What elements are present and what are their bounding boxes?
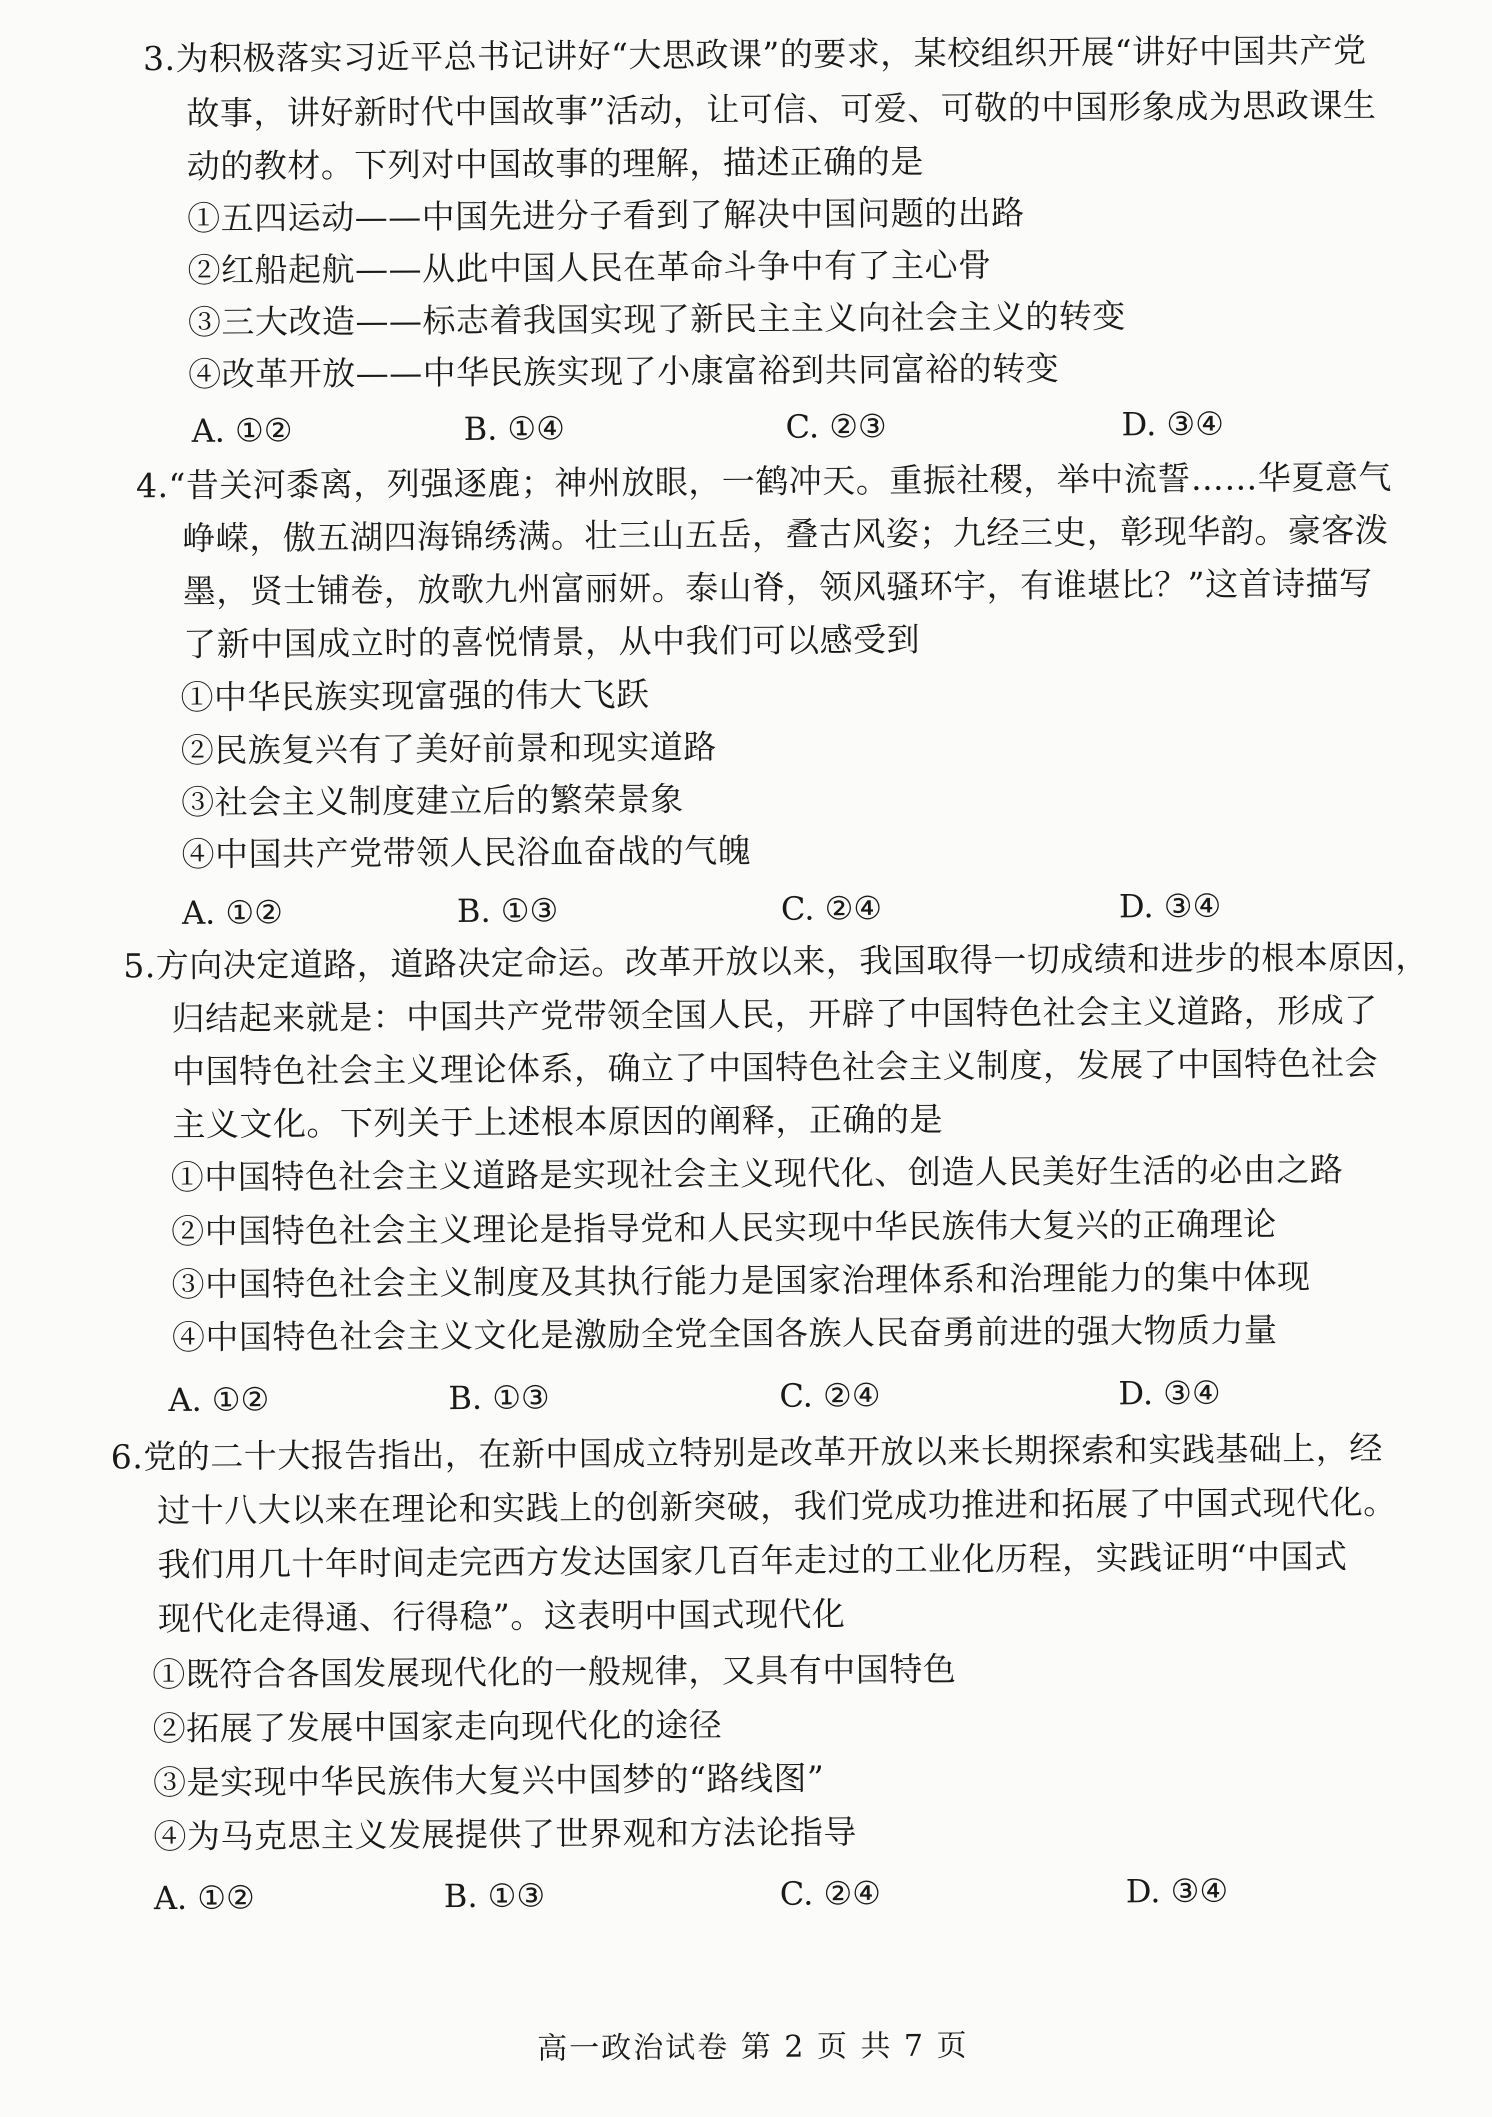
- answer-option-d: D. ③④: [1125, 1871, 1229, 1911]
- statement-item: ③中国特色社会主义制度及其执行能力是国家治理体系和治理能力的集中体现: [171, 1257, 1311, 1305]
- question-stem-line: 5.方向决定道路，道路决定命运。改革开放以来，我国取得一切成绩和进步的根本原因，: [123, 937, 1429, 986]
- answer-option-b: B. ①③: [456, 891, 559, 931]
- statement-item: ④改革开放——中华民族实现了小康富裕到共同富裕的转变: [188, 348, 1060, 394]
- statement-item: ④中国特色社会主义文化是激励全党全国各族人民奋勇前进的强大物质力量: [171, 1310, 1278, 1358]
- statement-item: ④中国共产党带领人民浴血奋战的气魄: [181, 830, 752, 874]
- statement-item: ①五四运动——中国先进分子看到了解决中国问题的出路: [187, 193, 1025, 238]
- question-stem-line: 峥嵘，傲五湖四海锦绣满。壮三山五岳，叠古风姿；九经三史，彰现华韵。豪客泼: [182, 510, 1389, 558]
- question-stem-line: 故事，讲好新时代中国故事”活动，让可信、可爱、可敬的中国形象成为思政课生: [186, 85, 1377, 133]
- answer-option-c: C. ②④: [780, 889, 883, 928]
- question-stem-line: 3.为积极落实习近平总书记讲好“大思政课”的要求，某校组织开展“讲好中国共产党: [142, 30, 1367, 79]
- answer-option-b: B. ①④: [463, 409, 565, 448]
- question-stem-line: 归结起来就是：中国共产党带领全国人民，开辟了中国特色社会主义道路，形成了: [171, 990, 1378, 1039]
- statement-item: ①中国特色社会主义道路是实现社会主义现代化、创造人民美好生活的必由之路: [170, 1149, 1344, 1198]
- statement-item: ②民族复兴有了美好前景和现实道路: [180, 727, 717, 770]
- page-footer: 高一政治试卷 第 2 页 共 7 页: [537, 2028, 969, 2067]
- question-stem-line: 中国特色社会主义理论体系，确立了中国特色社会主义制度，发展了中国特色社会: [171, 1043, 1379, 1092]
- answer-option-a: A. ①②: [191, 411, 293, 450]
- question-stem-line: 动的教材。下列对中国故事的理解，描述正确的是: [186, 141, 924, 186]
- answer-option-b: B. ①③: [448, 1378, 550, 1418]
- statement-item: ③社会主义制度建立后的繁荣景象: [181, 779, 684, 822]
- statement-item: ①既符合各国发展现代化的一般规律，又具有中国特色: [152, 1649, 957, 1695]
- question-stem-line: 了新中国成立时的喜悦情景，从中我们可以感受到: [182, 619, 921, 664]
- answer-option-a: A. ①②: [181, 893, 283, 932]
- question-stem-line: 墨，贤士铺卷，放歌九州富丽妍。泰山脊，领风骚环宇，有谁堪比？”这首诗描写: [182, 563, 1373, 611]
- statement-item: ③三大改造——标志着我国实现了新民主主义向社会主义的转变: [187, 296, 1126, 342]
- statement-item: ④为马克思主义发展提供了世界观和方法论指导: [153, 1812, 858, 1857]
- statement-item: ③是实现中华民族伟大复兴中国梦的“路线图”: [152, 1758, 825, 1803]
- answer-option-d: D. ③④: [1121, 404, 1224, 444]
- question-stem-line: 我们用几十年时间走完西方发达国家几百年走过的工业化历程，实践证明“中国式: [157, 1536, 1348, 1585]
- answer-option-a: A. ①②: [153, 1878, 255, 1918]
- question-stem-line: 过十八大以来在理论和实践上的创新突破，我们党成功推进和拓展了中国式现代化。: [157, 1482, 1397, 1531]
- question-stem-line: 主义文化。下列关于上述根本原因的阐释，正确的是: [172, 1099, 944, 1145]
- statement-item: ②中国特色社会主义理论是指导党和人民实现中华民族伟大复兴的正确理论: [171, 1204, 1277, 1252]
- question-stem-line: 现代化走得通、行得稳”。这表明中国式现代化: [157, 1594, 846, 1639]
- answer-option-a: A. ①②: [168, 1380, 270, 1420]
- answer-option-b: B. ①③: [443, 1876, 546, 1916]
- statement-item: ②拓展了发展中国家走向现代化的途径: [152, 1705, 723, 1749]
- answer-option-c: C. ②④: [779, 1376, 881, 1415]
- question-3: [0, 0, 1485, 450]
- answer-option-d: D. ③④: [1118, 1373, 1221, 1413]
- answer-option-c: C. ②④: [779, 1874, 882, 1913]
- question-stem-line: 4.“昔关河黍离，列强逐鹿；神州放眼，一鹤冲天。重振社稷，举中流誓……华夏意气: [135, 457, 1392, 506]
- statement-item: ①中华民族实现富强的伟大飞跃: [180, 674, 650, 717]
- statement-item: ②红船起航——从此中国人民在革命斗争中有了主心骨: [187, 245, 992, 290]
- answer-option-d: D. ③④: [1118, 886, 1222, 926]
- answer-option-c: C. ②③: [785, 407, 887, 446]
- question-stem-line: 6.党的二十大报告指出，在新中国成立特别是改革开放以来长期探索和实践基础上，经: [110, 1428, 1383, 1477]
